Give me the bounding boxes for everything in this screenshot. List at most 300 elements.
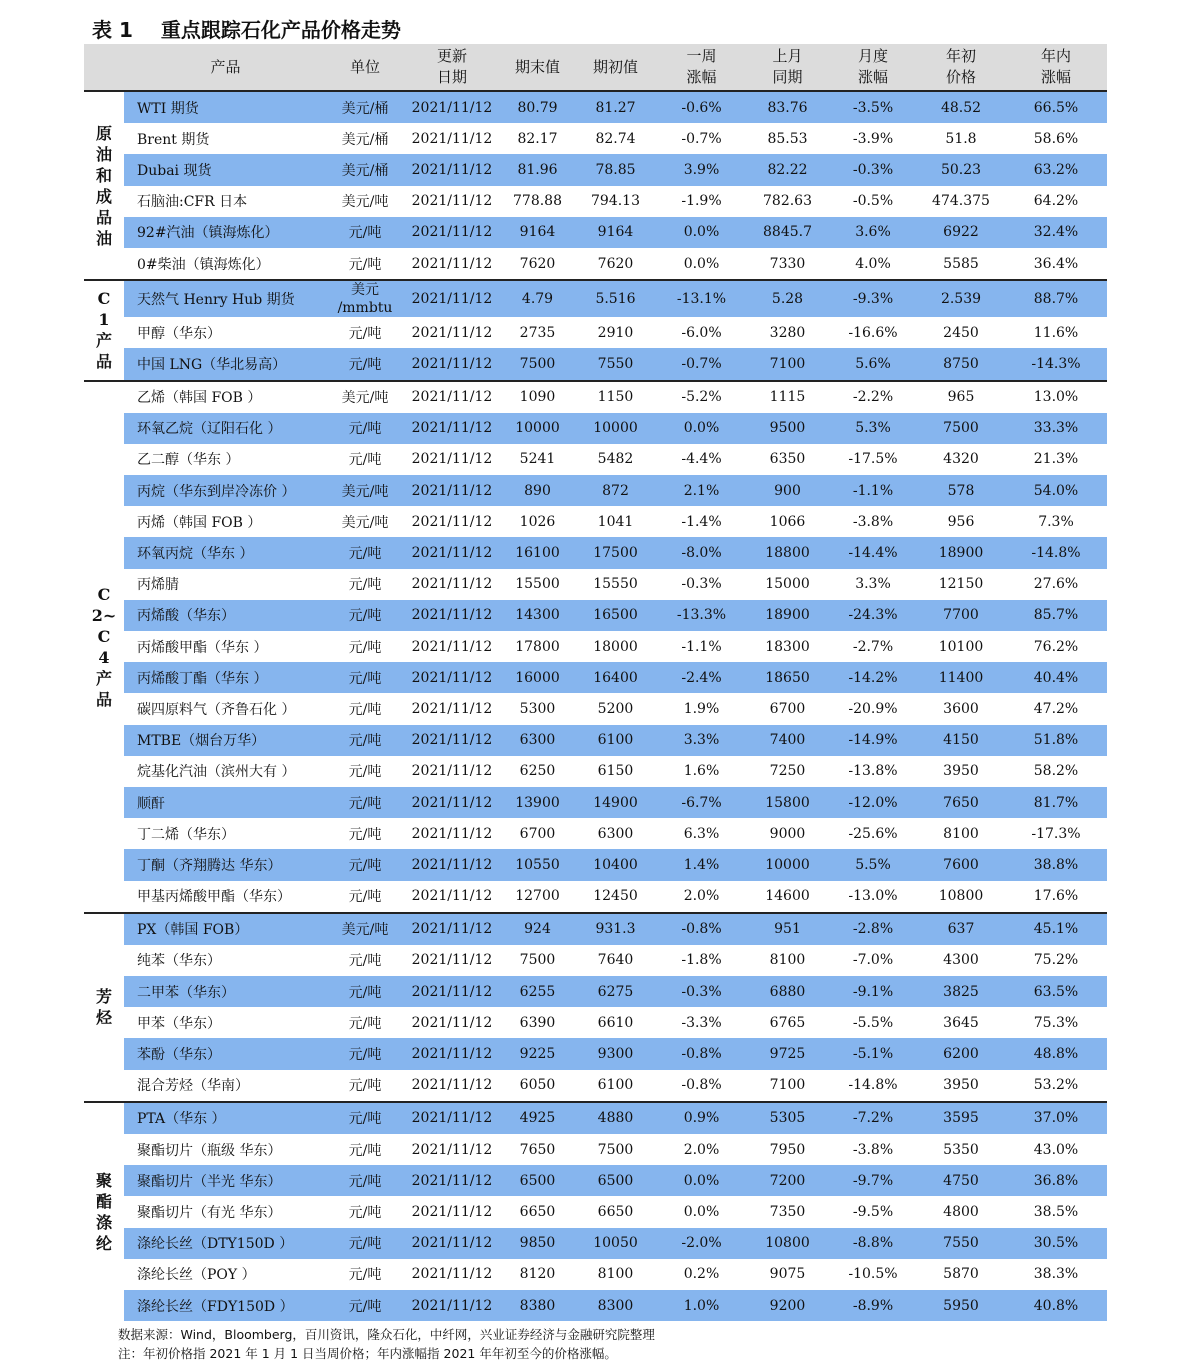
unit-cell: 元/吨 bbox=[327, 413, 403, 444]
month-change-cell: -14.8% bbox=[848, 1077, 898, 1094]
last-month-value-cell: 900 bbox=[746, 475, 829, 506]
product-name-cell: 丙烯（韩国 FOB ） bbox=[137, 514, 262, 531]
start-value-cell: 8100 bbox=[597, 1266, 634, 1283]
end-value-cell: 80.79 bbox=[501, 91, 574, 123]
year-start-price-cell: 3950 bbox=[943, 1077, 979, 1094]
product-name-cell: 0#柴油（镇海炼化） bbox=[137, 256, 270, 273]
month-change-cell: 4.0% bbox=[855, 255, 891, 272]
unit-cell: 元/吨 bbox=[348, 1267, 382, 1284]
year-start-price-cell: 965 bbox=[917, 381, 1005, 413]
last-month-value-cell: 10800 bbox=[746, 1228, 829, 1259]
update-date-cell: 2021/11/12 bbox=[403, 381, 501, 413]
month-change-cell: -14.9% bbox=[829, 725, 917, 756]
ytd-change-cell: 33.3% bbox=[1005, 413, 1107, 444]
update-date-cell: 2021/11/12 bbox=[403, 217, 501, 248]
week-change-cell: 2.0% bbox=[683, 1141, 720, 1158]
week-change-cell: -0.6% bbox=[657, 91, 746, 123]
month-change-cell: -13.8% bbox=[848, 763, 898, 780]
last-month-value-cell: 9000 bbox=[769, 825, 806, 842]
last-month-value-cell: 9200 bbox=[746, 1290, 829, 1321]
week-change-cell: 6.3% bbox=[683, 825, 720, 842]
table-row bbox=[84, 1134, 1107, 1165]
product-name-cell: Dubai 现货 bbox=[124, 154, 327, 185]
unit-cell: 美元/桶 bbox=[327, 91, 403, 123]
year-start-price-cell: 5585 bbox=[943, 255, 979, 272]
product-name-cell: 乙二醇（华东 ） bbox=[137, 452, 240, 469]
last-month-value-cell: 82.22 bbox=[746, 154, 829, 185]
week-change-cell: 0.9% bbox=[657, 1102, 746, 1134]
week-change-cell: 0.0% bbox=[657, 217, 746, 248]
update-date-cell: 2021/11/12 bbox=[403, 725, 501, 756]
ytd-change-cell: 37.0% bbox=[1005, 1102, 1107, 1134]
category-label: 原 油 和 成 品 油 bbox=[84, 91, 124, 280]
header-unit: 单位 bbox=[327, 44, 403, 91]
month-change-cell: 3.6% bbox=[829, 217, 917, 248]
unit-cell: 元/吨 bbox=[348, 701, 382, 718]
start-value-cell: 6300 bbox=[597, 825, 634, 842]
table-row bbox=[84, 1290, 1107, 1321]
month-change-cell: -2.8% bbox=[829, 913, 917, 945]
month-change-cell: -20.9% bbox=[848, 700, 898, 717]
ytd-change-cell: 11.6% bbox=[1033, 324, 1079, 341]
ytd-change-cell: 32.4% bbox=[1005, 217, 1107, 248]
ytd-change-cell: -14.8% bbox=[1005, 537, 1107, 568]
update-date-cell: 2021/11/12 bbox=[403, 91, 501, 123]
ytd-change-cell: 21.3% bbox=[1033, 451, 1079, 468]
year-start-price-cell: 4750 bbox=[917, 1165, 1005, 1196]
table-row bbox=[84, 913, 1107, 945]
unit-cell: 元/吨 bbox=[348, 577, 382, 594]
last-month-value-cell: 15000 bbox=[765, 576, 810, 593]
product-name-cell: MTBE（烟台万华） bbox=[124, 725, 327, 756]
unit-cell: 元/吨 bbox=[348, 325, 382, 342]
product-name-cell: 纯苯（华东） bbox=[137, 953, 221, 970]
source-note: 数据来源：Wind，Bloomberg，百川资讯，隆众石化，中纤网，兴业证券经济与金融研究院整理 bbox=[118, 1327, 655, 1342]
week-change-cell: 1.9% bbox=[683, 700, 720, 717]
end-value-cell: 6700 bbox=[519, 825, 556, 842]
update-date-cell: 2021/11/12 bbox=[411, 1014, 493, 1031]
update-date-cell: 2021/11/12 bbox=[403, 1038, 501, 1069]
unit-cell: 元/吨 bbox=[348, 1015, 382, 1032]
table-row bbox=[84, 280, 1107, 317]
update-date-cell: 2021/11/12 bbox=[403, 537, 501, 568]
product-name-cell: 顺酐 bbox=[124, 787, 327, 818]
end-value-cell: 12700 bbox=[515, 888, 560, 905]
unit-cell: 元/吨 bbox=[327, 348, 403, 380]
last-month-value-cell: 7330 bbox=[769, 255, 806, 272]
week-change-cell: 0.0% bbox=[683, 1203, 720, 1220]
table-row bbox=[84, 186, 1107, 217]
month-change-cell: -1.1% bbox=[829, 475, 917, 506]
unit-cell: 元/吨 bbox=[327, 662, 403, 693]
last-month-value-cell: 782.63 bbox=[763, 193, 812, 210]
table-row bbox=[84, 569, 1107, 600]
start-value-cell: 6650 bbox=[597, 1203, 634, 1220]
table-row bbox=[84, 756, 1107, 787]
product-name-cell: 丙烯腈 bbox=[137, 577, 179, 594]
week-change-cell: -0.3% bbox=[681, 576, 722, 593]
end-value-cell: 6650 bbox=[519, 1203, 556, 1220]
unit-cell: 元/吨 bbox=[348, 452, 382, 469]
ytd-change-cell: 17.6% bbox=[1033, 888, 1079, 905]
month-change-cell: -2.7% bbox=[852, 638, 894, 655]
ytd-change-cell: 38.8% bbox=[1005, 849, 1107, 880]
end-value-cell: 6300 bbox=[501, 725, 574, 756]
last-month-value-cell: 1115 bbox=[746, 381, 829, 413]
ytd-change-cell: 75.3% bbox=[1033, 1014, 1079, 1031]
end-value-cell: 890 bbox=[501, 475, 574, 506]
unit-cell: 元/吨 bbox=[348, 764, 382, 781]
year-start-price-cell: 51.8 bbox=[945, 130, 977, 147]
last-month-value-cell: 951 bbox=[746, 913, 829, 945]
start-value-cell: 5200 bbox=[597, 700, 634, 717]
unit-cell: 元/吨 bbox=[327, 1102, 403, 1134]
year-start-price-cell: 637 bbox=[917, 913, 1005, 945]
start-value-cell: 15550 bbox=[593, 576, 638, 593]
product-name-cell: 涤纶长丝（POY ） bbox=[137, 1267, 256, 1284]
update-date-cell: 2021/11/12 bbox=[403, 600, 501, 631]
category-label: C 1 产 品 bbox=[84, 280, 124, 380]
update-date-cell: 2021/11/12 bbox=[403, 787, 501, 818]
month-change-cell: -3.8% bbox=[852, 513, 894, 530]
ytd-change-cell: -14.3% bbox=[1005, 348, 1107, 380]
start-value-cell: 81.27 bbox=[574, 91, 657, 123]
start-value-cell: 10000 bbox=[574, 413, 657, 444]
last-month-value-cell: 18300 bbox=[765, 638, 810, 655]
week-change-cell: -3.3% bbox=[681, 1014, 722, 1031]
table-row bbox=[84, 976, 1107, 1007]
product-name-cell: 烷基化汽油（滨州大有 ） bbox=[137, 764, 296, 781]
ytd-change-cell: 76.2% bbox=[1033, 638, 1079, 655]
table-row bbox=[84, 217, 1107, 248]
category-group bbox=[84, 913, 1107, 1102]
start-value-cell: 872 bbox=[574, 475, 657, 506]
table-row bbox=[84, 1196, 1107, 1227]
product-name-cell: 聚酯切片（瓶级 华东） bbox=[137, 1142, 282, 1159]
end-value-cell: 6255 bbox=[501, 976, 574, 1007]
end-value-cell: 7620 bbox=[519, 255, 556, 272]
week-change-cell: -1.4% bbox=[681, 513, 722, 530]
header-product: 产品 bbox=[124, 44, 327, 91]
table-row bbox=[84, 631, 1107, 662]
last-month-value-cell: 85.53 bbox=[767, 130, 808, 147]
update-date-cell: 2021/11/12 bbox=[411, 324, 493, 341]
update-date-cell: 2021/11/12 bbox=[403, 475, 501, 506]
year-start-price-cell: 3950 bbox=[943, 763, 979, 780]
unit-cell: 元/吨 bbox=[327, 537, 403, 568]
update-date-cell: 2021/11/12 bbox=[411, 193, 493, 210]
year-start-price-cell: 7600 bbox=[917, 849, 1005, 880]
table-row bbox=[84, 818, 1107, 849]
update-date-cell: 2021/11/12 bbox=[403, 1102, 501, 1134]
last-month-value-cell: 7350 bbox=[769, 1203, 806, 1220]
last-month-value-cell: 7400 bbox=[746, 725, 829, 756]
product-name-cell: 丙烷（华东到岸冷冻价 ） bbox=[124, 475, 327, 506]
week-change-cell: 0.0% bbox=[657, 413, 746, 444]
header-row bbox=[84, 44, 1107, 91]
week-change-cell: 1.6% bbox=[683, 763, 720, 780]
unit-cell: 元/吨 bbox=[327, 1290, 403, 1321]
category-group bbox=[84, 1102, 1107, 1321]
week-change-cell: -0.8% bbox=[681, 1077, 722, 1094]
unit-cell: 元/吨 bbox=[327, 1228, 403, 1259]
ytd-change-cell: 51.8% bbox=[1005, 725, 1107, 756]
update-date-cell: 2021/11/12 bbox=[403, 976, 501, 1007]
year-start-price-cell: 4300 bbox=[943, 952, 979, 969]
last-month-value-cell: 9725 bbox=[746, 1038, 829, 1069]
table-row bbox=[84, 1038, 1107, 1069]
product-name-cell: 碳四原料气（齐鲁石化 ） bbox=[137, 701, 296, 718]
unit-cell: 元/吨 bbox=[327, 1165, 403, 1196]
year-start-price-cell: 6200 bbox=[917, 1038, 1005, 1069]
week-change-cell: -1.1% bbox=[681, 638, 722, 655]
year-start-price-cell: 7500 bbox=[917, 413, 1005, 444]
table-row bbox=[84, 600, 1107, 631]
table-row bbox=[84, 381, 1107, 413]
ytd-change-cell: 48.8% bbox=[1005, 1038, 1107, 1069]
week-change-cell: 1.0% bbox=[657, 1290, 746, 1321]
table-row bbox=[84, 662, 1107, 693]
ytd-change-cell: 45.1% bbox=[1005, 913, 1107, 945]
update-date-cell: 2021/11/12 bbox=[411, 700, 493, 717]
last-month-value-cell: 7250 bbox=[769, 763, 806, 780]
update-date-cell: 2021/11/12 bbox=[411, 952, 493, 969]
month-change-cell: -12.0% bbox=[829, 787, 917, 818]
update-date-cell: 2021/11/12 bbox=[411, 638, 493, 655]
product-name-cell: 聚酯切片（半光 华东） bbox=[124, 1165, 327, 1196]
unit-cell: 美元/桶 bbox=[327, 154, 403, 185]
update-date-cell: 2021/11/12 bbox=[403, 662, 501, 693]
month-change-cell: -9.3% bbox=[829, 280, 917, 317]
product-name-cell: 环氧乙烷（辽阳石化 ） bbox=[124, 413, 327, 444]
table-row bbox=[84, 881, 1107, 913]
unit-cell: 美元/吨 bbox=[341, 514, 389, 531]
week-change-cell: -4.4% bbox=[681, 451, 722, 468]
month-change-cell: -8.8% bbox=[829, 1228, 917, 1259]
table-row bbox=[84, 444, 1107, 475]
end-value-cell: 924 bbox=[501, 913, 574, 945]
table-row bbox=[84, 248, 1107, 280]
year-start-price-cell: 7650 bbox=[917, 787, 1005, 818]
update-date-cell: 2021/11/12 bbox=[411, 1077, 493, 1094]
start-value-cell: 14900 bbox=[574, 787, 657, 818]
end-value-cell: 5300 bbox=[519, 700, 556, 717]
month-change-cell: -14.4% bbox=[829, 537, 917, 568]
unit-cell: 元/吨 bbox=[327, 725, 403, 756]
last-month-value-cell: 5305 bbox=[746, 1102, 829, 1134]
update-date-cell: 2021/11/12 bbox=[403, 348, 501, 380]
week-change-cell: -0.8% bbox=[657, 1038, 746, 1069]
table-row bbox=[84, 1228, 1107, 1259]
end-value-cell: 9850 bbox=[501, 1228, 574, 1259]
table-row bbox=[84, 506, 1107, 537]
last-month-value-cell: 6765 bbox=[769, 1014, 806, 1031]
ytd-change-cell: 75.2% bbox=[1033, 952, 1079, 969]
end-value-cell: 13900 bbox=[501, 787, 574, 818]
week-change-cell: -1.9% bbox=[681, 193, 722, 210]
product-name-cell: WTI 期货 bbox=[124, 91, 327, 123]
week-change-cell: 0.0% bbox=[657, 1165, 746, 1196]
end-value-cell: 1090 bbox=[501, 381, 574, 413]
ytd-change-cell: 63.2% bbox=[1005, 154, 1107, 185]
end-value-cell: 778.88 bbox=[513, 193, 562, 210]
product-name-cell: Brent 期货 bbox=[137, 131, 210, 148]
week-change-cell: 0.2% bbox=[683, 1266, 720, 1283]
remark-note: 注：年初价格指 2021 年 1 月 1 日当周价格；年内涨幅指 2021 年年初至今的价格涨幅。 bbox=[118, 1346, 617, 1361]
year-start-price-cell: 4150 bbox=[917, 725, 1005, 756]
year-start-price-cell: 3600 bbox=[943, 700, 979, 717]
month-change-cell: 3.3% bbox=[855, 576, 891, 593]
product-name-cell: 丙烯酸甲酯（华东 ） bbox=[137, 639, 268, 656]
year-start-price-cell: 956 bbox=[947, 513, 975, 530]
last-month-value-cell: 15800 bbox=[746, 787, 829, 818]
month-change-cell: -25.6% bbox=[848, 825, 898, 842]
header-last-month: 上月 同期 bbox=[746, 44, 829, 91]
table-row bbox=[84, 787, 1107, 818]
update-date-cell: 2021/11/12 bbox=[411, 763, 493, 780]
update-date-cell: 2021/11/12 bbox=[411, 255, 493, 272]
week-change-cell: -0.3% bbox=[657, 976, 746, 1007]
ytd-change-cell: 43.0% bbox=[1033, 1141, 1079, 1158]
year-start-price-cell: 3645 bbox=[943, 1014, 979, 1031]
table-row bbox=[84, 849, 1107, 880]
end-value-cell: 7500 bbox=[501, 348, 574, 380]
product-name-cell: 涤纶长丝（FDY150D ） bbox=[124, 1290, 327, 1321]
unit-cell: 美元 /mmbtu bbox=[327, 280, 403, 317]
start-value-cell: 8300 bbox=[574, 1290, 657, 1321]
week-change-cell: -0.7% bbox=[657, 348, 746, 380]
year-start-price-cell: 474.375 bbox=[932, 193, 990, 210]
month-change-cell: -17.5% bbox=[848, 451, 898, 468]
year-start-price-cell: 6922 bbox=[917, 217, 1005, 248]
year-start-price-cell: 3595 bbox=[917, 1102, 1005, 1134]
year-start-price-cell: 10100 bbox=[938, 638, 984, 655]
start-value-cell: 7550 bbox=[574, 348, 657, 380]
header-update-date: 更新 日期 bbox=[403, 44, 501, 91]
last-month-value-cell: 6350 bbox=[769, 451, 806, 468]
end-value-cell: 14300 bbox=[501, 600, 574, 631]
product-name-cell: 甲醇（华东） bbox=[137, 325, 221, 342]
month-change-cell: -3.9% bbox=[852, 130, 894, 147]
product-name-cell: 环氧丙烷（华东 ） bbox=[124, 537, 327, 568]
start-value-cell: 10050 bbox=[574, 1228, 657, 1259]
month-change-cell: -9.5% bbox=[852, 1203, 894, 1220]
update-date-cell: 2021/11/12 bbox=[403, 849, 501, 880]
start-value-cell: 78.85 bbox=[574, 154, 657, 185]
week-change-cell: 0.0% bbox=[683, 255, 720, 272]
ytd-change-cell: 64.2% bbox=[1033, 193, 1079, 210]
price-table bbox=[84, 44, 1107, 1321]
product-name-cell: 丙烯酸丁酯（华东 ） bbox=[124, 662, 327, 693]
unit-cell: 元/吨 bbox=[327, 217, 403, 248]
update-date-cell: 2021/11/12 bbox=[403, 1228, 501, 1259]
year-start-price-cell: 3825 bbox=[917, 976, 1005, 1007]
header-category bbox=[84, 44, 124, 91]
last-month-value-cell: 7200 bbox=[746, 1165, 829, 1196]
year-start-price-cell: 4320 bbox=[943, 451, 979, 468]
ytd-change-cell: 7.3% bbox=[1038, 513, 1074, 530]
product-name-cell: 二甲苯（华东） bbox=[124, 976, 327, 1007]
update-date-cell: 2021/11/12 bbox=[411, 576, 493, 593]
end-value-cell: 10000 bbox=[501, 413, 574, 444]
last-month-value-cell: 3280 bbox=[769, 324, 806, 341]
last-month-value-cell: 9500 bbox=[746, 413, 829, 444]
end-value-cell: 9164 bbox=[501, 217, 574, 248]
month-change-cell: 5.5% bbox=[829, 849, 917, 880]
start-value-cell: 6610 bbox=[597, 1014, 634, 1031]
week-change-cell: -6.7% bbox=[657, 787, 746, 818]
table-row bbox=[84, 725, 1107, 756]
product-name-cell: 涤纶长丝（DTY150D ） bbox=[124, 1228, 327, 1259]
ytd-change-cell: 54.0% bbox=[1005, 475, 1107, 506]
ytd-change-cell: -17.3% bbox=[1031, 825, 1081, 842]
start-value-cell: 5.516 bbox=[574, 280, 657, 317]
start-value-cell: 4880 bbox=[574, 1102, 657, 1134]
update-date-cell: 2021/11/12 bbox=[403, 1290, 501, 1321]
month-change-cell: 5.6% bbox=[829, 348, 917, 380]
end-value-cell: 8120 bbox=[519, 1266, 556, 1283]
start-value-cell: 7640 bbox=[597, 952, 634, 969]
table-row bbox=[84, 348, 1107, 380]
last-month-value-cell: 5.28 bbox=[746, 280, 829, 317]
table-row bbox=[84, 537, 1107, 568]
month-change-cell: -3.5% bbox=[829, 91, 917, 123]
table-title bbox=[92, 14, 401, 42]
end-value-cell: 15500 bbox=[515, 576, 560, 593]
table-title-text: 重点跟踪石化产品价格走势 bbox=[160, 17, 401, 42]
table-row bbox=[84, 693, 1107, 724]
month-change-cell: -5.1% bbox=[829, 1038, 917, 1069]
ytd-change-cell: 58.6% bbox=[1033, 130, 1079, 147]
product-name-cell: 乙烯（韩国 FOB ） bbox=[124, 381, 327, 413]
start-value-cell: 1150 bbox=[574, 381, 657, 413]
start-value-cell: 2910 bbox=[597, 324, 634, 341]
ytd-change-cell: 53.2% bbox=[1033, 1077, 1079, 1094]
category-label: 聚 酯 涤 纶 bbox=[84, 1102, 124, 1321]
update-date-cell: 2021/11/12 bbox=[403, 413, 501, 444]
product-name-cell: PX（韩国 FOB） bbox=[124, 913, 327, 945]
end-value-cell: 17800 bbox=[515, 638, 560, 655]
year-start-price-cell: 12150 bbox=[938, 576, 984, 593]
category-group bbox=[84, 381, 1107, 913]
last-month-value-cell: 8100 bbox=[769, 952, 806, 969]
start-value-cell: 1041 bbox=[597, 513, 634, 530]
week-change-cell: -13.3% bbox=[657, 600, 746, 631]
ytd-change-cell: 36.8% bbox=[1005, 1165, 1107, 1196]
start-value-cell: 17500 bbox=[574, 537, 657, 568]
unit-cell: 元/吨 bbox=[348, 953, 382, 970]
update-date-cell: 2021/11/12 bbox=[411, 825, 493, 842]
last-month-value-cell: 18800 bbox=[746, 537, 829, 568]
update-date-cell: 2021/11/12 bbox=[411, 513, 493, 530]
last-month-value-cell: 7950 bbox=[769, 1141, 806, 1158]
unit-cell: 元/吨 bbox=[348, 1142, 382, 1159]
month-change-cell: -0.5% bbox=[852, 193, 894, 210]
start-value-cell: 16400 bbox=[574, 662, 657, 693]
week-change-cell: -13.1% bbox=[657, 280, 746, 317]
week-change-cell: 2.1% bbox=[657, 475, 746, 506]
end-value-cell: 82.17 bbox=[517, 130, 558, 147]
product-name-cell: 丙烯酸（华东） bbox=[124, 600, 327, 631]
ytd-change-cell: 36.4% bbox=[1033, 255, 1079, 272]
ytd-change-cell: 27.6% bbox=[1033, 576, 1079, 593]
last-month-value-cell: 7100 bbox=[746, 348, 829, 380]
product-name-cell: 混合芳烃（华南） bbox=[137, 1078, 249, 1095]
unit-cell: 元/吨 bbox=[327, 849, 403, 880]
start-value-cell: 9300 bbox=[574, 1038, 657, 1069]
unit-cell: 元/吨 bbox=[327, 976, 403, 1007]
month-change-cell: -7.0% bbox=[852, 952, 894, 969]
